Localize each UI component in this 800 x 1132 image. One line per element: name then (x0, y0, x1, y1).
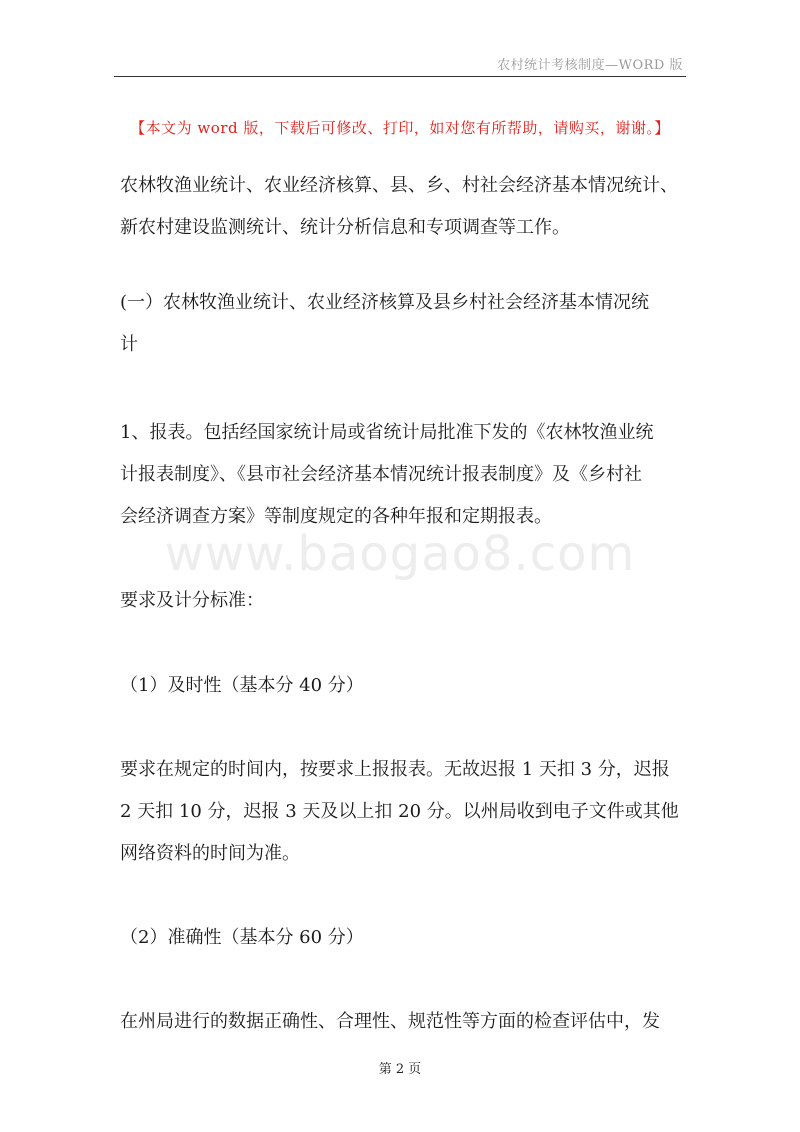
text-line: 2 天扣 10 分，迟报 3 天及以上扣 20 分。以州局收到电子文件或其他 (120, 801, 679, 822)
text-line: 网络资料的时间为准。 (120, 843, 300, 864)
document-header-title: 农村统计考核制度—WORD 版 (497, 58, 683, 73)
subheading-accuracy (120, 917, 685, 959)
text-line: 要求在规定的时间内，按要求上报报表。无故迟报 1 天扣 3 分，迟报 (120, 759, 670, 780)
text-line: 1、报表。包括经国家统计局或省统计局批准下发的《农林牧渔业统 (120, 422, 654, 443)
paragraph-timeliness-rules (120, 749, 685, 875)
paragraph-reports (120, 412, 685, 538)
paragraph-accuracy-rules (120, 1001, 685, 1043)
purchase-notice: 【本文为 word 版，下载后可修改、打印，如对您有所帮助，请购买，谢谢。】 (130, 119, 670, 137)
text-line: 计报表制度》、《县市社会经济基本情况统计报表制度》及《乡村社 (120, 464, 642, 485)
header-divider (114, 76, 686, 77)
text-line: （2）准确性（基本分 60 分） (120, 927, 364, 948)
text-line: 在州局进行的数据正确性、合理性、规范性等方面的检查评估中，发 (120, 1011, 660, 1032)
text-line: 新农村建设监测统计、统计分析信息和专项调查等工作。 (120, 217, 570, 238)
text-line: 农林牧渔业统计、农业经济核算、县、乡、村社会经济基本情况统计、 (120, 175, 678, 196)
text-line: （1）及时性（基本分 40 分） (120, 675, 364, 696)
subheading-timeliness (120, 665, 685, 707)
page-number: 第 2 页 (378, 1062, 422, 1077)
watermark-logo: www.baogao8.com (164, 526, 636, 582)
paragraph-requirements-heading (120, 580, 685, 622)
section-heading-one (120, 282, 685, 366)
text-line: (一）农林牧渔业统计、农业经济核算及县乡村社会经济基本情况统 (120, 292, 650, 313)
text-line: 会经济调查方案》等制度规定的各种年报和定期报表。 (120, 506, 552, 527)
text-line: 计 (120, 334, 138, 355)
text-line: 要求及计分标准： (120, 590, 264, 611)
paragraph-work-scope (120, 165, 685, 249)
